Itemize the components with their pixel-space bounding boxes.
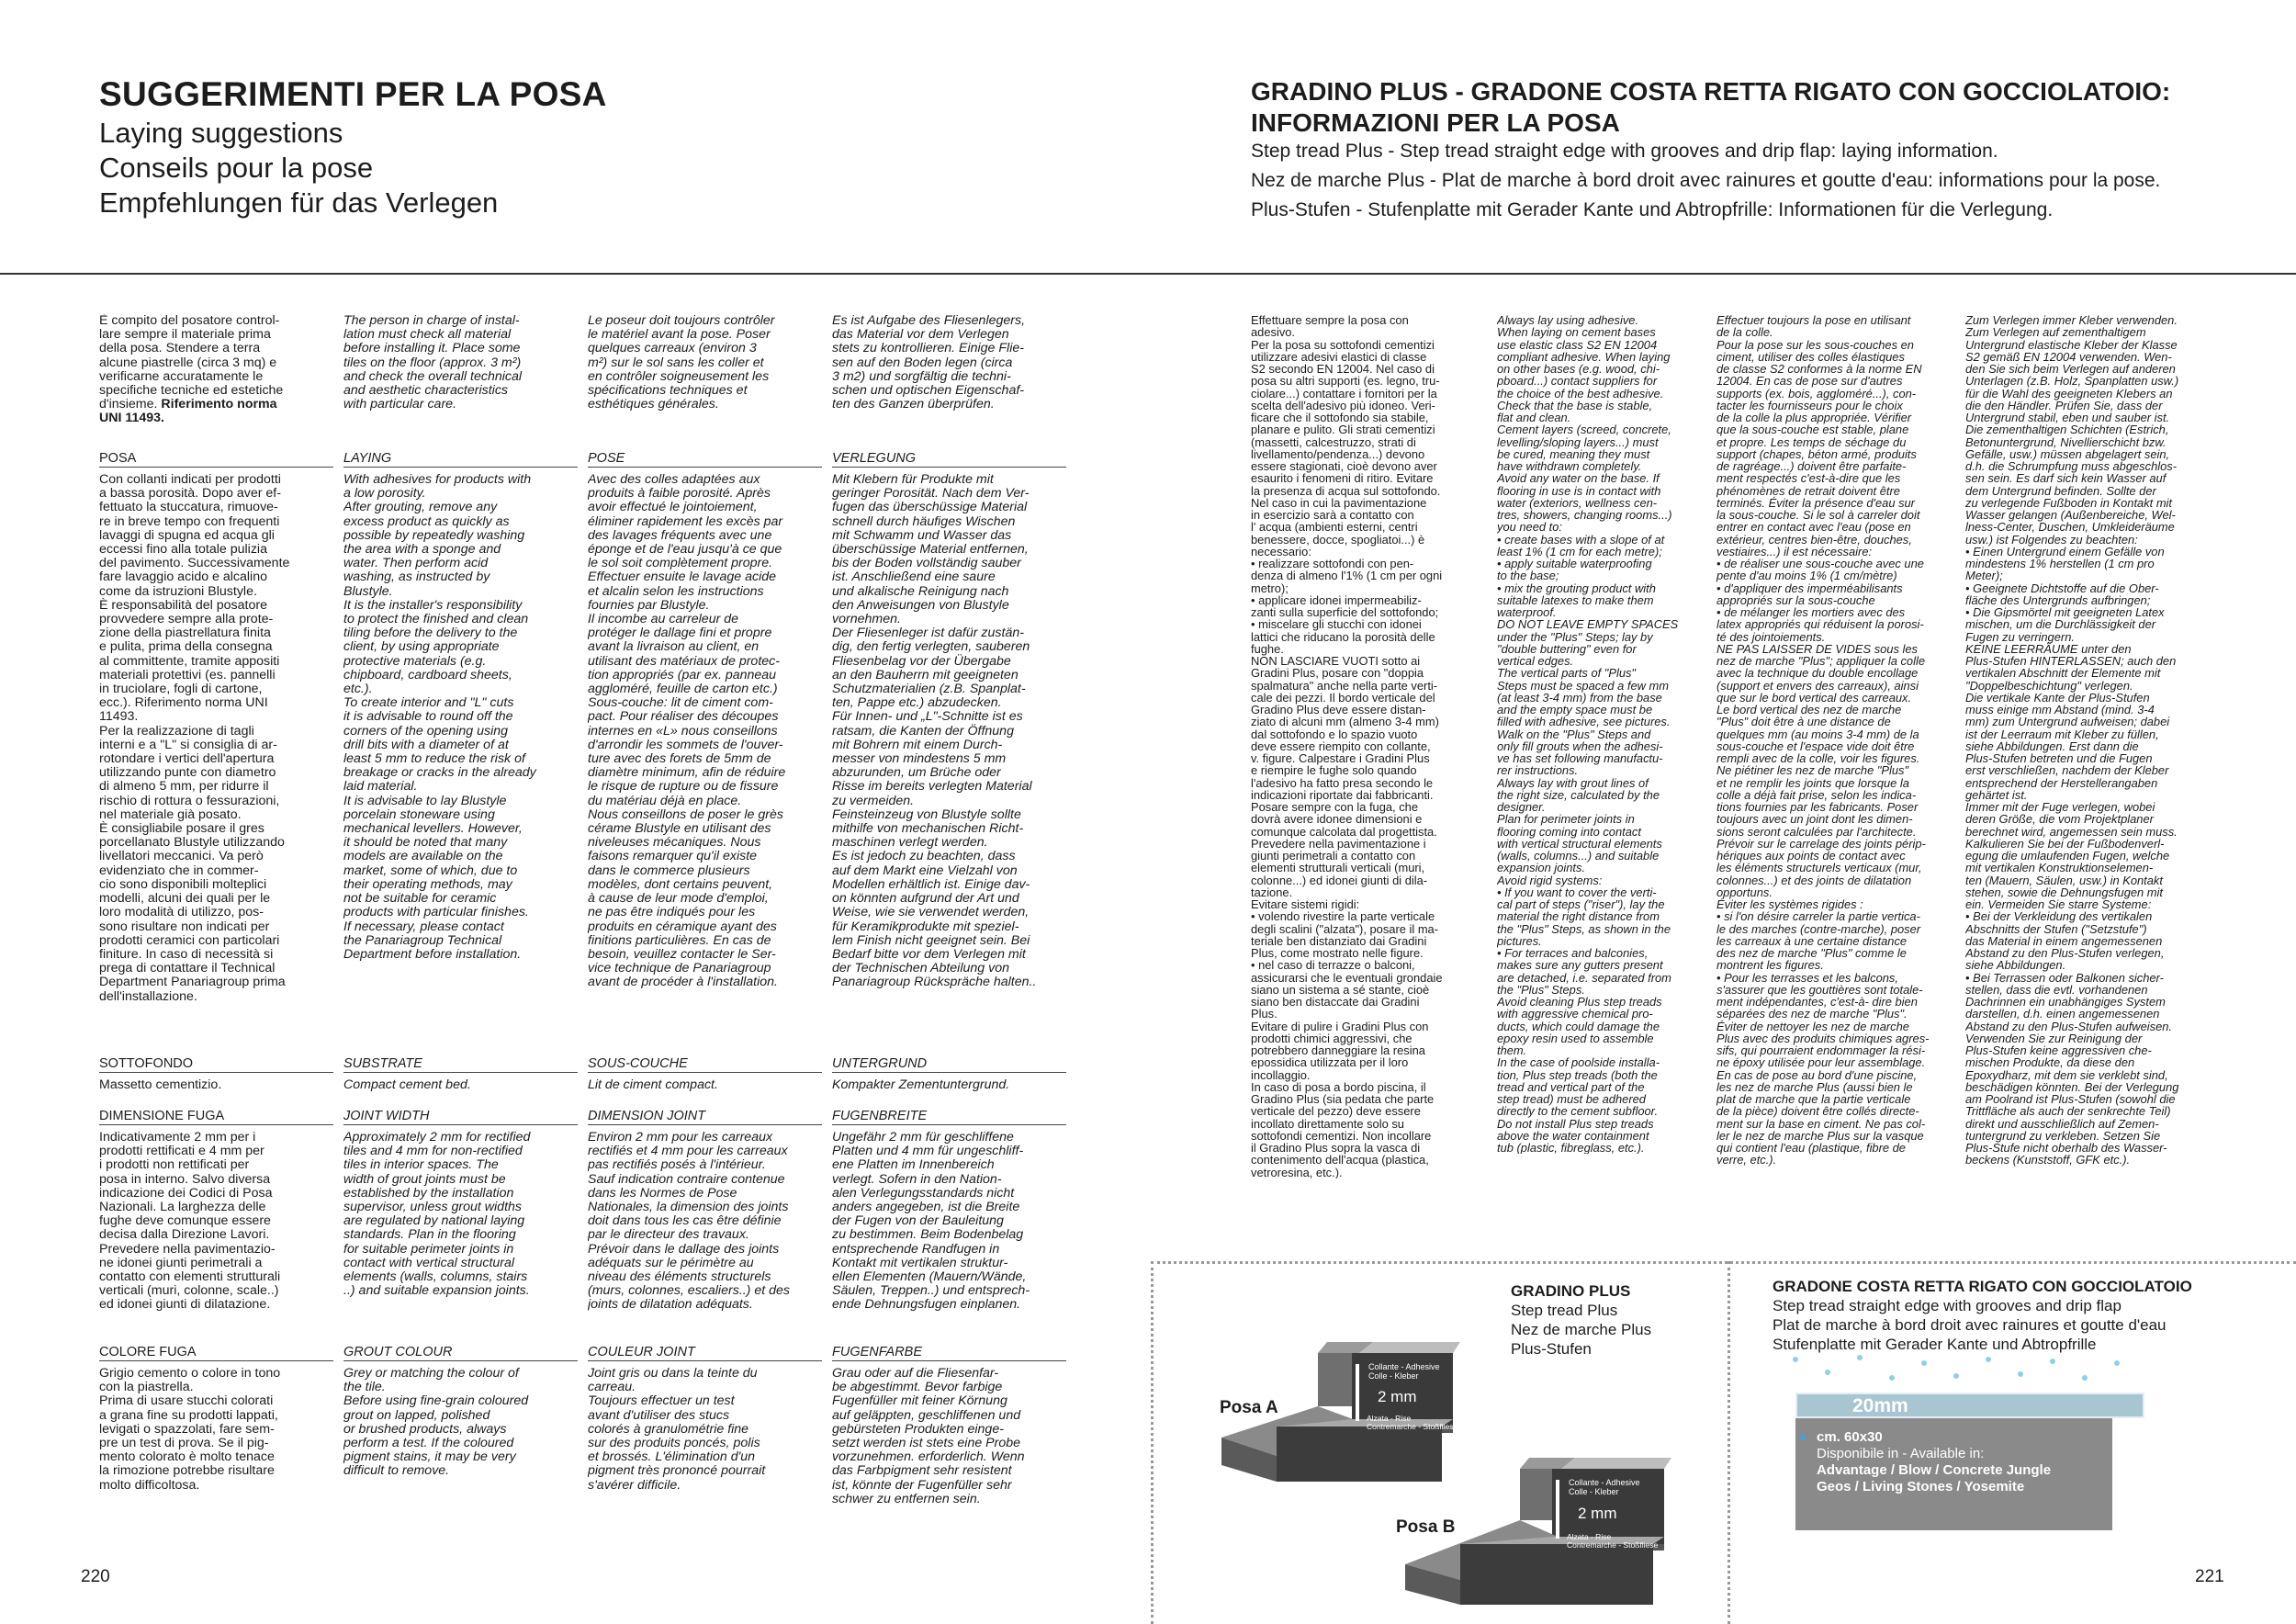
label-collante-a1: Collante - Adhesive bbox=[1368, 1362, 1440, 1371]
posa-text-it: Con collanti indicati per prodotti a bassa porosità. Dopo aver ef- fettuato la stuccatura, rimuove- re in breve tempo con frequenti lavaggi di spugna ed acqua gli eccessi fino alla totale pulizia del pavimento. Successivamente fare lavaggio acido e alcalino come da istruzioni Blustyle. È responsabilità del posatore provvedere sempre alla prote- zione della piastrellatura finita e pulita, prima della consegna al committente, tramite appositi materiali protettivi (es. pannelli in truciolare, fogli di cartone, ecc.). Riferimento norma UNI 11493. Per la realizzazione di tagli interni e a "L" si consiglia di ar- rotondare i vertici dell'apertura utilizzando punte con diametro di almeno 5 mm, per ridurre il rischio di rottura o fessurazioni, nel materiale già posato. È consigliabile posare il gres porcellanato Blustyle utilizzando livellatori meccanici. Va però evidenziato che in commer- cio sono disponibili molteplici modelli, alcuni dei quali per le loro modalità di utilizzo, pos- sono risultare non indicati per prodotti ceramici con particolari finiture. In caso di necessità si prega di contattare il Technical Department Panariagroup prima dell'installazione. bbox=[99, 473, 290, 1004]
label-collante-a2: Colle - Kleber bbox=[1368, 1371, 1419, 1381]
colore-text-fr: Joint gris ou dans la teinte du carreau. Toujours effectuer un test avant d'utiliser des stucs colorés à granulométrie fine sur des produits poncés, polis et brossés. L'élimination d'un pigment très prononcé pourrait s'avérer difficile. bbox=[588, 1367, 766, 1493]
section-header-grout-colour: GROUT COLOUR bbox=[343, 1345, 578, 1361]
intro-it: È compito del posatore control- lare sempre il materiale prima della posa. Stendere a terra alcune piastrelle (circa 3 mq) e verificarne accuratamente le specifiche tecniche ed estetiche d'insieme. Riferimento norma UNI 11493. bbox=[99, 314, 284, 426]
label-collante-b1: Collante - Adhesive bbox=[1569, 1478, 1640, 1487]
gradino-plus-line-de: Plus-Stufen bbox=[1511, 1340, 1592, 1358]
section-header-couleur-joint: COULEUR JOINT bbox=[588, 1345, 822, 1361]
plus-text-de: Zum Verlegen immer Kleber verwenden. Zum Verlegen auf zementhaltigem Untergrund elastische Kleber der Klasse S2 gemäß EN 12004 verwenden. Wen- den Sie sich beim Verlegen auf anderen Unterlagen (z.B. Holz, Spanplatten usw.) für die Wahl des geeigneten Klebers an die den Händler. Prüfen Sie, dass der Untergrund stabil, eben und sauber ist. Die zementhaltigen Schichten (Estrich, Betonuntergrund, Nivellierschicht bzw. Gefälle, usw.) müssen abgelagert sein, d.h. die Schrumpfung muss abgeschlos- sen sein. Es darf sich kein Wasser auf dem Untergrund befinden. Sollte der zu verlegende Fußboden in Kontakt mit Wasser gelangen (Außenbereiche, Wel- lness-Center, Duschen, Umkleideräume usw.) ist Folgendes zu beachten: • Einen Untergrund einem Gefälle von mindestens 1% herstellen (1 cm pro Meter); • Geeignete Dichtstoffe auf die Ober- fläche des Untergrunds aufbringen; • Die Gipsmörtel mit geeigneten Latex mischen, um die Durchlässigkeit der Fugen zu verringern. KEINE LEERRÄUME unter den Plus-Stufen HINTERLASSEN; auch den vertikalen Abschnitt der Elemente mit "Doppelbeschichtung" verlegen. Die vertikale Kante der Plus-Stufen muss einige mm Abstand (mind. 3-4 mm) zum Untergrund aufweisen; dabei ist der Leerraum mit Kleber zu füllen, siehe Abbildungen. Erst dann die Plus-Stufen betreten und die Fugen erst verschließen, nachdem der Kleber entsprechend der Herstellerangaben gehärtet ist. Immer mit der Fuge verlegen, wobei deren Größe, die vom Projektplaner berechnet wird, angemessen sein muss. Kalkulieren Sie bei der Fußbodenverl- egung die umlaufenden Fugen, welche mit vertikalen Konstruktionselemen- ten (Mauern, Säulen, usw.) in Kontakt stehen, sowie die Dehnungsfugen mit ein. Vermeiden Sie starre Systeme: • Bei der Verkleidung des vertikalen Abschnitts der Stufen ("Setzstufe") das Material in einem angemessenen Abstand zu den Plus-Stufen verlegen, siehe Abbildungen. • Bei Terrassen oder Balkonen sicher- stellen, dass die evtl. vorhandenen Dachrinnen ein unabhängiges System darstellen, d.h. einen angemessenen Abstand zu den Plus-Stufen aufweisen. Verwenden Sie zur Reinigung der Plus-Stufen keine aggressiven che- mischen Produkte, da diese den Epoxydharz, mit dem sie verklebt sind, beschädigen könnten. Bei der Verlegung am Poolrand ist Plus-Stufen (sowohl die Trittfläche als auch der senkrechte Teil) direkt und ausschließlich auf Zemen- tuntergrund zu verkleben. Setzen Sie Plus-Stufe nicht oberhalb des Wasser- beckens (Kunststoff, GFK etc.). bbox=[1965, 314, 2179, 1167]
label-alzata-a1: Alzata - Rise bbox=[1367, 1414, 1412, 1423]
fuga-text-en: Approximately 2 mm for rectified tiles and 4 mm for non-rectified tiles in interior spaces. The width of grout joints must be established by the installation supervisor, unless grout widths are regulated by national laying standards. Plan in the flooring for suitable perimeter joints in contact with vertical structural elements (walls, columns, stairs ..) and suitable expansion joints. bbox=[343, 1131, 531, 1299]
header-divider bbox=[0, 273, 2296, 275]
section-header-untergrund: UNTERGRUND bbox=[832, 1056, 1066, 1073]
fuga-text-de: Ungefähr 2 mm für geschliffene Platten und 4 mm für ungeschliff- ene Platten im Innenbereich verlegt. Sofern in den Nation- alen Verlegungsstandards nicht anders angegeben, ist die Breite der Fugen von der Bauleitung zu bestimmen. Beim Bodenbelag entsprechende Randfugen in Kontakt mit vertikalen struktur- ellen Elementen (Mauern/Wände, Säulen, Treppen..) und entsprech- ende Dehnungsfugen einplanen. bbox=[832, 1131, 1030, 1313]
gradino-plus-title: GRADINO PLUS bbox=[1511, 1282, 1631, 1300]
right-page-title-line1: GRADINO PLUS - GRADONE COSTA RETTA RIGATO CON GOCCIOLATOIO: bbox=[1251, 77, 2171, 106]
page-number-right: 221 bbox=[2195, 1567, 2224, 1586]
plus-text-it: Effettuare sempre la posa con adesivo. Per la posa su sottofondi cementizi utilizzare adesivi elastici di classe S2 secondo EN 12004. Nel caso di posa su altri supporti (es. legno, tru- ciolare...) contattare i fornitori per la scelta dell'adesivo più idoneo. Veri- ficare che il sottofondo sia stabile, planare e pulito. Gli strati cementizi (massetti, calcestruzzo, strati di livellamento/pendenza...) devono essere stagionati, cioè devono aver esaurito i fenomeni di ritiro. Evitare la presenza di acqua sul sottofondo. Nel caso in cui la pavimentazione in esercizio sarà a contatto con l' acqua (ambienti esterni, centri benessere, docce, spogliatoi...) è necessario: • realizzare sottofondi con pen- denza di almeno l'1% (1 cm per ogni metro); • applicare idonei impermeabiliz- zanti sulla superficie del sottofondo; • miscelare gli stucchi con idonei lattici che riducano la porosità delle fughe. NON LASCIARE VUOTI sotto ai Gradini Plus, posare con "doppia spalmatura" anche nella parte verti- cale dei pezzi. Il bordo verticale del Gradino Plus deve essere distan- ziato di alcuni mm (almeno 3-4 mm) dal sottofondo e lo spazio vuoto deve essere riempito con collante, v. figure. Calpestare i Gradini Plus e riempire le fughe solo quando l'adesivo ha fatto presa secondo le indicazioni riportate dai fabbricanti. Posare sempre con la fuga, che dovrà avere idonee dimensioni e comunque calcolata dal progettista. Prevedere nella pavimentazione i giunti perimetrali a contatto con elementi strutturali verticali (muri, colonne...) ed idonei giunti di dila- tazione. Evitare sistemi rigidi: • volendo rivestire la parte verticale degli scalini ("alzata"), posare il ma- teriale ben distanziato dai Gradini Plus, come mostrato nelle figure. • nel caso di terrazze o balconi, assicurarsi che le eventuali grondaie siano un sistema a sé stante, cioè siano ben distaccate dai Gradini Plus. Evitare di pulire i Gradini Plus con prodotti chimici aggressivi, che potrebbero danneggiare la resina epossidica utilizzata per il loro incollaggio. In caso di posa a bordo piscina, il Gradino Plus (sia pedata che parte verticale del pezzo) deve essere incollato direttamente solo su sottofondi cementizi. Non incollare il Gradino Plus sopra la vasca di contenimento dell'acqua (plastica, vetroresina, etc.). bbox=[1251, 314, 1443, 1179]
right-subtitle-en: Step tread Plus - Step tread straight edge with grooves and drip flap: laying information. bbox=[1251, 141, 1998, 162]
sottofondo-text-en: Compact cement bed. bbox=[343, 1078, 471, 1092]
panels-divider bbox=[1728, 1261, 1730, 1624]
posa-a-label: Posa A bbox=[1220, 1398, 1278, 1417]
section-header-verlegung: VERLEGUNG bbox=[832, 451, 1066, 468]
posa-text-en: With adhesives for products with a low porosity. After grouting, remove any excess product as quickly as possible by repeatedly washing the area with a sponge and water. Then perform acid washing, as instructed by Blustyle. It is the installer's responsibility to protect the finished and clean tiling before the delivery to the client, by using appropriate protective materials (e.g. chipboard, cardboard sheets, etc.). To create interior and "L" cuts it is advisable to round off the corners of the opening using drill bits with a diameter of at least 5 mm to reduce the risk of breakage or cracks in the already laid material. It is advisable to lay Blustyle porcelain stoneware using mechanical levellers. However, it should be noted that many models are available on the market, some of which, due to their operating methods, may not be suitable for ceramic products with particular finishes. If necessary, please contact the Panariagroup Technical Department before installation. bbox=[343, 473, 536, 962]
label-alzata-b2: Contremarche - Stoßfliese bbox=[1567, 1540, 1659, 1550]
section-header-colore-fuga: COLORE FUGA bbox=[99, 1345, 333, 1361]
section-header-substrate: SUBSTRATE bbox=[343, 1056, 578, 1073]
intro-fr: Le poseur doit toujours contrôler le matériel avant la pose. Poser quelques carreaux (environ 3 m²) sur le sol sans les coller et en contrôler soigneusement les spécifications techniques et esthétiques générales. bbox=[588, 314, 775, 412]
section-header-pose: POSE bbox=[588, 451, 822, 468]
drip-drop-icon: ● bbox=[1799, 1429, 1807, 1444]
gradone-line-de: Stufenplatte mit Gerader Kante und Abtropfrille bbox=[1773, 1336, 2097, 1353]
availability-label: Disponibile in - Available in: bbox=[1817, 1446, 1985, 1461]
section-header-posa: POSA bbox=[99, 451, 333, 468]
fuga-text-fr: Environ 2 mm pour les carreaux rectifiés et 4 mm pour les carreaux pas rectifiés posés à l'intérieur. Sauf indication contraire contenue dans les Normes de Pose Nationales, la dimension des joints doit dans tous les cas être définie par le directeur des travaux. Prévoir dans le dallage des joints adéquats sur le périmètre au niveau des éléments structurels (murs, colonnes, escaliers..) et des joints de dilatation adéquats. bbox=[588, 1131, 790, 1313]
gradone-line-en: Step tread straight edge with grooves and drip flap bbox=[1773, 1297, 2122, 1314]
gradone-title: GRADONE COSTA RETTA RIGATO CON GOCCIOLATOIO bbox=[1773, 1278, 2192, 1295]
intro-en: The person in charge of instal- lation must check all material before installing it. Place some tiles on the floor (approx. 3 m²) and check the overall technical and aesthetic characteristics with particular care. bbox=[343, 314, 523, 412]
section-header-sottofondo: SOTTOFONDO bbox=[99, 1056, 333, 1073]
intro-de: Es ist Aufgabe des Fliesenlegers, das Material vor dem Verlegen stets zu kontrollieren. Einige Flie- sen auf den Boden legen (circa 3 m2) und sorgfältig die techni- schen und optischen Eigenschaf- ten des Ganzen überprüfen. bbox=[832, 314, 1026, 412]
plus-text-fr: Effectuer toujours la pose en utilisant de la colle. Pour la pose sur les sous-couches en ciment, utiliser des colles élastiques de classe S2 conformes à la norme EN 12004. En cas de pose sur d'autres supports (ex. bois, aggloméré...), con- tacter les fournisseurs pour le choix de la colle la plus appropriée. Vérifier que la sous-couche est stable, plane et propre. Les temps de séchage du support (chapes, béton armé, produits de ragréage...) doivent être parfaite- ment respectés c'est-à-dire que les phénomènes de retrait doivent être terminés. Éviter la présence d'eau sur la sous-couche. Si le sol à carreler doit entrer en contact avec l'eau (pose en extérieur, centres bien-être, douches, vestiaires...) il est nécessaire: • de réaliser une sous-couche avec une pente d'au moins 1% (1 cm/mètre) • d'appliquer des imperméabilisants appropriés sur la sous-couche • de mélanger les mortiers avec des latex appropriés qui réduisent la porosi- té des jointoiements. NE PAS LAISSER DE VIDES sous les nez de marche "Plus"; appliquer la colle avec la technique du double encollage (support et envers des carreaux), ainsi que sur le bord vertical des carreaux. Le bord vertical des nez de marche "Plus" doit être à une distance de quelques mm (au moins 3-4 mm) de la sous-couche et l'espace vide doit être rempli avec de la colle, voir les figures. Ne piétiner les nez de marche "Plus" et ne remplir les joints que lorsque la colle a déjà fait prise, selon les indica- tions fournies par les fabricants. Poser toujours avec un joint dont les dimen- sions seront calculées par l'architecte. Prévoir sur le carrelage des joints périp- hériques aux points de contact avec les éléments structurels verticaux (mur, colonnes...) et des joints de dilatation opportuns. Éviter les systèmes rigides : • si l'on désire carreler la partie vertica- le des marches (contre-marche), poser les carreaux à une certaine distance des nez de marche "Plus" comme le montrent les figures. • Pour les terrasses et les balcons, s'assurer que les gouttières sont totale- ment indépendantes, c'est-à- dire bien séparées des nez de marche "Plus". Éviter de nettoyer les nez de marche Plus avec des produits chimiques agres- sifs, qui pourraient endommager la rési- ne époxy utilisée pour leur assemblage. En cas de pose au bord d'une piscine, les nez de marche Plus (aussi bien le plat de marche que la partie verticale de la pièce) doivent être collés directe- ment sur la base en ciment. Ne pas col- ler le nez de marche Plus sur la vasque qui contient l'eau (plastique, fibre de verre, etc.). bbox=[1716, 314, 1930, 1167]
series-line-2: Geos / Living Stones / Yosemite bbox=[1817, 1479, 2025, 1494]
right-page-title-line2: INFORMAZIONI PER LA POSA bbox=[1251, 108, 1620, 137]
fuga-text-it: Indicativamente 2 mm per i prodotti rettificati e 4 mm per i prodotti non rettificati per posa in interno. Salvo diversa indicazione dei Codici di Posa Nazionali. La larghezza delle fughe deve comunque essere decisa dalla Direzione Lavori. Prevedere nella pavimentazio- ne idonei giunti perimetrali a contatto con elementi strutturali verticali (muri, colonne, scale..) ed idonei giunti di dilatazione. bbox=[99, 1131, 281, 1313]
thickness-label: 20mm bbox=[1852, 1395, 1908, 1416]
section-header-sous-couche: SOUS-COUCHE bbox=[588, 1056, 822, 1073]
colore-text-it: Grigio cemento o colore in tono con la piastrella. Prima di usare stucchi colorati a grana fine su prodotti lappati, levigati o spazzolati, fare sem- pre un test di prova. Se il pig- mento colorato è molto tenace la rimozione potrebbe risultare molto difficoltosa. bbox=[99, 1367, 281, 1493]
colore-text-en: Grey or matching the colour of the tile. Before using fine-grain coloured grout on lapped, polished or brushed products, always perform a test. If the coloured pigment stains, it may be very difficult to remove. bbox=[343, 1367, 529, 1479]
label-mm-a: 2 mm bbox=[1378, 1388, 1417, 1405]
subtitle-en: Laying suggestions bbox=[99, 117, 343, 149]
tread-top-bar bbox=[1795, 1393, 2144, 1418]
section-header-fugenbreite: FUGENBREITE bbox=[832, 1109, 1066, 1125]
posa-text-de: Mit Klebern für Produkte mit geringer Porosität. Nach dem Ver- fugen das überschüssige Material schnell durch häufiges Wischen mit Schwamm und Wasser das überschüssige Material entfernen, bis der Boden vollständig sauber ist. Anschließend eine saure und alkalische Reinigung nach den Anweisungen von Blustyle vornehmen. Der Fliesenleger ist dafür zustän- dig, den fertig verlegten, sauberen Fliesenbelag vor der Übergabe an den Bauherrn mit geeigneten Schutzmaterialien (z.B. Spanplat- ten, Pappe etc.) abzudecken. Für Innen- und „L"-Schnitte ist es ratsam, die Kanten der Öffnung mit Bohrern mit einem Durch- messer von mindestens 5 mm abzurunden, um Brüche oder Risse im bereits verlegten Material zu vermeiden. Feinsteinzeug von Blustyle sollte mithilfe von mechanischen Richt- maschinen verlegt werden. Es ist jedoch zu beachten, dass auf dem Markt eine Vielzahl von Modellen erhältlich ist. Einige dav- on könnten aufgrund der Art und Weise, wie sie verwendet werden, für Keramikprodukte mit speziel- lem Finish nicht geeignet sein. Bei Bedarf bitte vor dem Verlegen mit der Technischen Abteilung von Panariagroup Rückspräche halten.. bbox=[832, 473, 1037, 990]
page-number-left: 220 bbox=[81, 1567, 110, 1586]
gradone-panel bbox=[1773, 1277, 2192, 1354]
label-alzata-a2: Contremarche - Stoßfliese bbox=[1367, 1422, 1458, 1431]
sottofondo-text-fr: Lit de ciment compact. bbox=[588, 1078, 718, 1092]
section-header-joint-width: JOINT WIDTH bbox=[343, 1109, 578, 1125]
gradino-plus-line-fr: Nez de marche Plus bbox=[1511, 1321, 1652, 1338]
left-page-title: SUGGERIMENTI PER LA POSA bbox=[99, 75, 607, 113]
right-subtitle-de: Plus-Stufen - Stufenplatte mit Gerader Kante und Abtropfrille: Informationen für die Verlegung. bbox=[1251, 199, 2054, 220]
gradone-line-fr: Plat de marche à bord droit avec rainures et goutte d'eau bbox=[1773, 1316, 2167, 1334]
label-alzata-b1: Alzata - Rise bbox=[1567, 1532, 1612, 1541]
posa-b-label: Posa B bbox=[1396, 1517, 1456, 1537]
section-header-laying: LAYING bbox=[343, 451, 578, 468]
rain-drops-graphic bbox=[1777, 1350, 2140, 1396]
section-header-fugenfarbe: FUGENFARBE bbox=[832, 1345, 1066, 1361]
section-header-dimensione-fuga: DIMENSIONE FUGA bbox=[99, 1109, 333, 1125]
label-collante-b2: Colle - Kleber bbox=[1569, 1487, 1619, 1496]
tread-info bbox=[1817, 1429, 2051, 1495]
series-line-1: Advantage / Blow / Concrete Jungle bbox=[1817, 1462, 2052, 1478]
label-mm-b: 2 mm bbox=[1578, 1505, 1617, 1522]
subtitle-de: Empfehlungen für das Verlegen bbox=[99, 186, 499, 219]
step-diagram bbox=[1212, 1336, 1671, 1612]
posa-text-fr: Avec des colles adaptées aux produits à faible porosité. Après avoir effectué le jointoiement, éliminer rapidement les excès par des lavages fréquents avec une éponge et de l'eau jusqu'à ce que le sol soit complètement propre. Effectuer ensuite le lavage acide et alcalin selon les instructions fournies par Blustyle. Il incombe au carreleur de protéger le dallage fini et propre avant la livraison au client, en utilisant des matériaux de protec- tion appropriés (par ex. panneau aggloméré, feuille de carton etc.) Sous-couche: lit de ciment com- pact. Pour réaliser des découpes internes en «L» nous conseillons d'arrondir les sommets de l'ouver- ture avec des forets de 5mm de diamètre minimum, afin de réduire le risque de rupture ou de fissure du matériau déjà en place. Nous conseillons de poser le grès cérame Blustyle en utilisant des niveleuses mécaniques. Nous faisons remarquer qu'il existe dans le commerce plusieurs modèles, dont certains peuvent, à cause de leur mode d'emploi, ne pas être indiqués pour les produits en céramique ayant des finitions particulières. En cas de besoin, veuillez contacter le Ser- vice technique de Panariagroup avant de procéder à l'installation. bbox=[588, 473, 786, 990]
gradino-plus-line-en: Step tread Plus bbox=[1511, 1302, 1618, 1319]
sottofondo-text-it: Massetto cementizio. bbox=[99, 1078, 222, 1092]
plus-text-en: Always lay using adhesive. When laying on cement bases use elastic class S2 EN 12004 compliant adhesive. When laying on other bases (e.g. wood, chi- pboard...) contact suppliers for the choice of the best adhesive. Check that the base is stable, flat and clean. Cement layers (screed, concrete, levelling/sloping layers...) must be cured, meaning they must have withdrawn completely. Avoid any water on the base. If flooring in use is in contact with water (exteriors, wellness cen- tres, showers, changing rooms...) you need to: • create bases with a slope of at least 1% (1 cm for each metre); • apply suitable waterproofing to the base; • mix the grouting product with suitable latexes to make them waterproof. DO NOT LEAVE EMPTY SPACES under the "Plus" Steps; lay by "double buttering" even for vertical edges. The vertical parts of "Plus" Steps must be spaced a few mm (at least 3-4 mm) from the base and the empty space must be filled with adhesive, see pictures. Walk on the "Plus" Steps and only fill grouts when the adhesi- ve has set following manufactu- rer instructions. Always lay with grout lines of the right size, calculated by the designer. Plan for perimeter joints in flooring coming into contact with vertical structural elements (walls, columns...) and suitable expansion joints. Avoid rigid systems: • If you want to cover the verti- cal part of steps ("riser"), lay the material the right distance from the "Plus" Steps, as shown in the pictures. • For terraces and balconies, makes sure any gutters present are detached, i.e. separated from the "Plus" Steps. Avoid cleaning Plus step treads with aggressive chemical pro- ducts, which could damage the epoxy resin used to assemble them. In the case of poolside installa- tion, Plus step treads (both the tread and vertical part of the step tread) must be adhered directly to the cement subfloor. Do not install Plus step treads above the water containment tub (plastic, fibreglass, etc.). bbox=[1497, 314, 1679, 1155]
subtitle-fr: Conseils pour la pose bbox=[99, 152, 374, 184]
sottofondo-text-de: Kompakter Zementuntergrund. bbox=[832, 1078, 1010, 1092]
colore-text-de: Grau oder auf die Fliesenfar- be abgestimmt. Bevor farbige Fugenfüller mit feiner Körnung auf geläppten, geschliffenen und gebürsteten Produkten einge- setzt werden ist stets eine Probe vorzunehmen. erforderlich. Wenn das Farbpigment sehr resistent ist, könnte der Fugenfüller sehr schwer zu entfernen sein. bbox=[832, 1367, 1025, 1506]
right-subtitle-fr: Nez de marche Plus - Plat de marche à bord droit avec rainures et goutte d'eau: informations pour la pose. bbox=[1251, 170, 2161, 191]
tread-size: cm. 60x30 bbox=[1817, 1429, 1883, 1445]
section-header-dimension-joint: DIMENSION JOINT bbox=[588, 1109, 822, 1125]
